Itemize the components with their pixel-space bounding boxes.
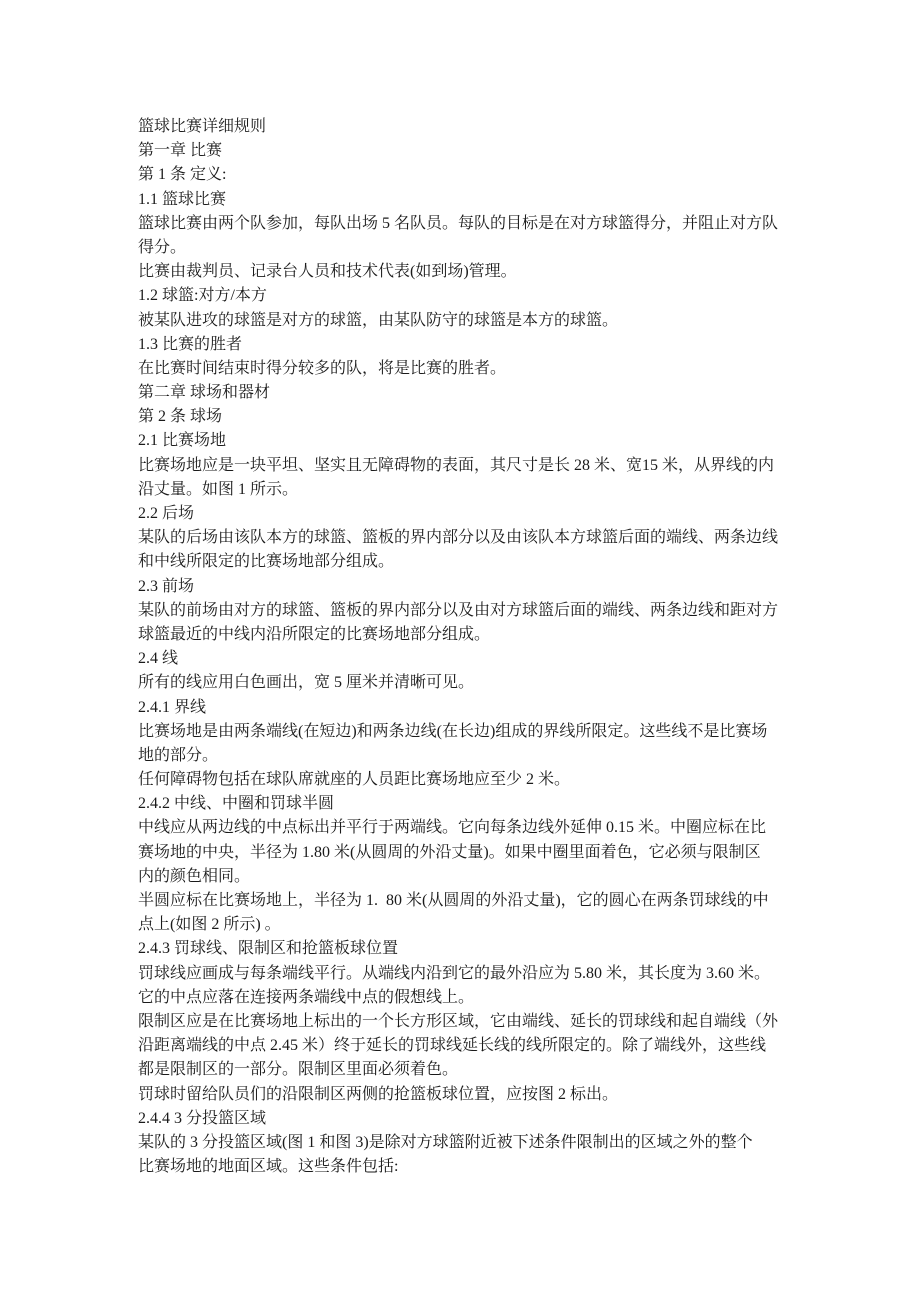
text-line: 都是限制区的一部分。限制区里面必须着色。 bbox=[138, 1061, 459, 1079]
text-line: 罚球线应画成与每条端线平行。从端线内沿到它的最外沿应为 5.80 米，其长度为 3.60 米。 bbox=[138, 964, 771, 982]
text-line: 比赛由裁判员、记录台人员和技术代表(如到场)管理。 bbox=[138, 263, 517, 281]
text-line: 罚球时留给队员们的沿限制区两侧的抢篮板球位置，应按图 2 标出。 bbox=[138, 1085, 619, 1103]
text-line: 第二章 球场和器材 bbox=[138, 384, 271, 402]
text-line: 得分。 bbox=[138, 238, 187, 256]
text-line: 2.1 比赛场地 bbox=[138, 432, 227, 450]
text-line: 它的中点应落在连接两条端线中点的假想线上。 bbox=[138, 988, 475, 1006]
text-line: 比赛场地是由两条端线(在短边)和两条边线(在长边)组成的界线所限定。这些线不是比赛场 bbox=[138, 722, 768, 740]
text-line: 1.3 比赛的胜者 bbox=[138, 335, 243, 353]
text-line: 1.2 球篮:对方/本方 bbox=[138, 287, 267, 305]
text-line: 2.4.4 3 分投篮区域 bbox=[138, 1109, 267, 1127]
text-line: 所有的线应用白色画出，宽 5 厘米并清晰可见。 bbox=[138, 674, 475, 692]
text-line: 球篮最近的中线内沿所限定的比赛场地部分组成。 bbox=[138, 625, 491, 643]
text-line: 中线应从两边线的中点标出并平行于两端线。它向每条边线外延伸 0.15 米。中圈应标在比 bbox=[138, 819, 767, 837]
text-line: 2.2 后场 bbox=[138, 505, 195, 522]
text-line: 和中线所限定的比赛场地部分组成。 bbox=[138, 553, 395, 571]
text-line: 第一章 比赛 bbox=[138, 142, 223, 160]
text-line: 沿丈量。如图 1 所示。 bbox=[138, 480, 299, 498]
text-line: 内的颜色相同。 bbox=[138, 867, 251, 885]
text-line: 2.4.2 中线、中圈和罚球半圆 bbox=[138, 795, 335, 813]
text-line: 点上(如图 2 所示) 。 bbox=[138, 916, 281, 934]
text-line: 地的部分。 bbox=[138, 746, 219, 764]
text-line: 在比赛时间结束时得分较多的队，将是比赛的胜者。 bbox=[138, 359, 507, 377]
text-line: 赛场地的中央，半径为 1.80 米(从圆周的外沿丈量)。如果中圈里面着色，它必须与限制区 bbox=[138, 843, 761, 861]
text-line: 2.3 前场 bbox=[138, 577, 195, 595]
text-line: 任何障碍物包括在球队席就座的人员距比赛场地应至少 2 米。 bbox=[138, 771, 571, 789]
text-line: 1.1 篮球比赛 bbox=[138, 190, 227, 208]
text-line: 某队的后场由该队本方的球篮、篮板的界内部分以及由该队本方球篮后面的端线、两条边线 bbox=[138, 529, 779, 547]
text-line: 被某队进攻的球篮是对方的球篮，由某队防守的球篮是本方的球篮。 bbox=[138, 311, 619, 329]
text-line: 半圆应标在比赛场地上，半径为 1. 80 米(从圆周的外沿丈量)，它的圆心在两条罚球线的中 bbox=[138, 892, 769, 909]
text-line: 比赛场地的地面区域。这些条件包括: bbox=[138, 1158, 399, 1176]
text-line: 某队的 3 分投篮区域(图 1 和图 3)是除对方球篮附近被下述条件限制出的区域之外的整个 bbox=[138, 1133, 753, 1151]
text-line: 某队的前场由对方的球篮、篮板的界内部分以及由对方球篮后面的端线、两条边线和距对方 bbox=[138, 601, 779, 619]
text-line: 限制区应是在比赛场地上标出的一个长方形区域，它由端线、延长的罚球线和起自端线（外 bbox=[138, 1012, 779, 1030]
text-line: 2.4.3 罚球线、限制区和抢篮板球位置 bbox=[138, 940, 399, 958]
text-line: 沿距离端线的中点 2.45 米）终于延长的罚球线延长线的线所限定的。除了端线外，这些线 bbox=[138, 1037, 767, 1055]
text-line: 2.4.1 界线 bbox=[138, 698, 207, 716]
text-line: 篮球比赛由两个队参加，每队出场 5 名队员。每队的目标是在对方球篮得分，并阻止对方队 bbox=[138, 214, 779, 232]
document-title: 篮球比赛详细规则 bbox=[138, 118, 267, 135]
document-text bbox=[138, 115, 818, 1179]
text-line: 第 2 条 球场 bbox=[138, 408, 223, 426]
text-line: 比赛场地应是一块平坦、坚实且无障碍物的表面，其尺寸是长 28 米、宽15 米，从界线的内 bbox=[138, 456, 775, 474]
text-line: 2.4 线 bbox=[138, 650, 179, 668]
text-line: 第 1 条 定义: bbox=[138, 166, 227, 184]
